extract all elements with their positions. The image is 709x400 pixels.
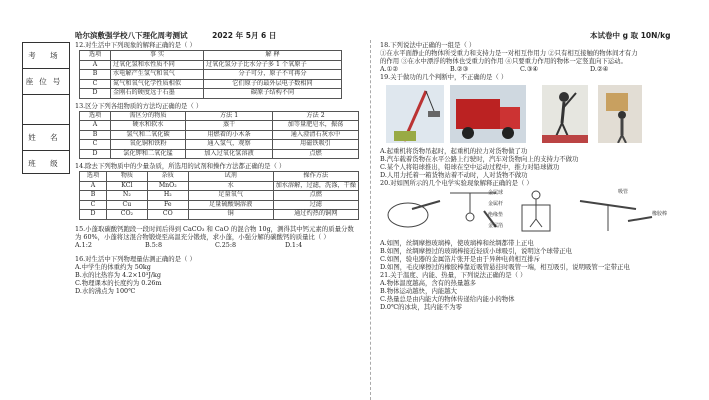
cell: 过氧化氢分子比水分子多 1 个氧原子 <box>204 60 342 70</box>
q18-option-a: A.①② <box>380 65 399 73</box>
stub-class: 班 级 <box>28 158 64 168</box>
q12-table <box>79 50 342 99</box>
rubbing-figure <box>382 191 442 233</box>
cell: 水电解产生氢气和氧气 <box>111 70 204 80</box>
cell: 蒸干 <box>186 121 273 131</box>
cell: KCl <box>106 181 147 191</box>
cell: Cu <box>106 200 147 210</box>
cell: B <box>80 130 111 140</box>
cell: N₂ <box>106 191 147 201</box>
cell: 硬水和软水 <box>111 121 186 131</box>
th: 选项 <box>80 51 111 61</box>
q20-option-d: D.如图，毛皮摩擦过的橡胶棒靠近吸管悬挂时吸管一端，相互吸引，说明吸管一定带正电 <box>380 263 630 271</box>
q15-option-d: D.1:4 <box>285 240 303 249</box>
cell: MnO₂ <box>147 181 188 191</box>
q18-option-d: D.②④ <box>590 65 609 73</box>
q21-option-b: B.物体运动越快，内能越大 <box>380 287 458 295</box>
cell: 足量硫酸铜溶液 <box>188 200 273 210</box>
cell: B <box>80 70 111 80</box>
q19-option-a: A.起重机将货物吊起时，起重机的拉力对货物做了功 <box>380 147 528 155</box>
box-carry-figure <box>598 85 642 143</box>
label-metal-foil: 金属箔 <box>488 223 504 229</box>
cell: D <box>80 149 111 159</box>
q15-option-a: A.1:2 <box>75 240 92 249</box>
cell: 通入澄清石灰水中 <box>273 130 359 140</box>
th: 选项 <box>80 172 107 182</box>
cell: 用燃着的小木条 <box>186 130 273 140</box>
q15-options <box>75 241 365 249</box>
q16-option-b: B.水的比热容为 4.2×10³J/kg <box>75 270 161 279</box>
th: 物质 <box>106 172 147 182</box>
cell: 过滤 <box>273 200 358 210</box>
q15-line2: 为 60%，小蓬将这混合物锻烧至高温充分锻烧，求小蓬，小强分解的碳酸钙的质量比（ ） <box>75 232 330 241</box>
cell: 氯化钾和二氧化锰 <box>111 149 186 159</box>
q21-text: 21.关于温度、内能、热量，下列说法正确的是（ ） <box>380 271 527 279</box>
label-straw: 吸管 <box>618 189 629 195</box>
cell: 足量氧气 <box>188 191 273 201</box>
th: 解 释 <box>204 51 342 61</box>
header-left <box>75 31 298 40</box>
th: 需区分的物质 <box>111 111 186 121</box>
label-insulator: 绝缘垫 <box>488 212 504 218</box>
right-column <box>380 41 705 311</box>
q21-option-d: D.0℃的冰块，其内能不为零 <box>380 303 463 311</box>
q20-option-c: C.如图，验电器的金属箔片张开是由于异种电荷相互排斥 <box>380 255 541 263</box>
label-metal-ball: 金属球 <box>488 190 504 196</box>
q20-option-b: B.如图，丝绸摩擦过的玻璃棒接近轻质小球吸引，说明这个球带正电 <box>380 247 573 255</box>
cell: A <box>80 121 111 131</box>
label-metal-rod: 金属杆 <box>488 201 504 207</box>
cell: 金刚石的硬度远于石墨 <box>111 89 204 99</box>
q20-text: 20.对如图所示的几个电学实验现象解释正确的是（ ） <box>380 179 533 187</box>
q20-figures <box>380 189 705 237</box>
cell: 水 <box>188 181 273 191</box>
q18-text: 18.下列说法中正确的一组是（ ） <box>380 41 476 49</box>
q18-option-b: B.②③ <box>450 65 469 73</box>
cell: 分子可分，原子不可再分 <box>204 70 342 80</box>
cell: 点燃 <box>273 149 359 159</box>
q14-text: 14.除去下列物质中的少量杂质，所选用的试剂和操作方法都正确的是（ ） <box>75 162 286 170</box>
cell: 氧化铜和铁粉 <box>111 140 186 150</box>
cell: 铜 <box>188 210 273 220</box>
gravity-note: 本试卷中 g 取 10N/kg <box>590 31 671 40</box>
q16-option-d: D.水的沸点为 100℃ <box>75 286 136 295</box>
q18-line2: 的作用 ③在水中漂浮的物体也受重力的作用 ④只要重力作用的物体一定竖直向下运动。 <box>380 57 627 65</box>
q19-option-d: D.人用力托着一箱货物站着不动时，人对货物不做功 <box>380 171 528 179</box>
q21-option-c: C.热量总是由内能大的物体传递给内能小的物体 <box>380 295 515 303</box>
q16-option-c: C.物理课本的长度约为 0.26m <box>75 278 162 287</box>
q18-line1: ①在水平面静止的物体所受重力和支持力是一对相互作用力 ②只有相互接触的物体间才有力 <box>380 49 638 57</box>
th: 操作方法 <box>273 172 358 182</box>
q19-text: 19.关于做功的几个判断中，不正确的是（ ） <box>380 73 508 81</box>
truck-figure <box>450 85 526 143</box>
cell: H₂ <box>147 191 188 201</box>
cell: 过氧化氢和水性质不同 <box>111 60 204 70</box>
q18-option-c: C.③④ <box>520 65 539 73</box>
cell: B <box>80 191 107 201</box>
stub-seat: 座位号 <box>23 69 69 95</box>
stub-blank <box>23 95 69 125</box>
th: 事 实 <box>111 51 204 61</box>
crane-figure <box>386 85 444 143</box>
exam-date: 2022 年 5月 6 日 <box>212 31 277 40</box>
stub-exam-room: 考 场 <box>23 43 69 69</box>
cell: 点燃 <box>273 191 358 201</box>
cell: 加等量肥皂水，振荡 <box>273 121 359 131</box>
student-info-box <box>22 42 70 174</box>
q21-option-a: A.物体温度越高，含有的热量越多 <box>380 279 477 287</box>
cell: 用磁铁吸引 <box>273 140 359 150</box>
stub-name: 姓 名 <box>23 125 69 151</box>
electroscope-figure <box>506 189 566 235</box>
cell: C <box>80 140 111 150</box>
q15-line1: 15.小蓬取碳酸钙跑段一段时间后得到 CaCO₃ 和 CaO 的混合物 10g，测得其中钙元素的质量分数 <box>75 224 354 233</box>
cell: 氢气和二氧化碳 <box>111 130 186 140</box>
cell: 它们原子的最外层电子数相同 <box>204 79 342 89</box>
left-column <box>75 41 365 295</box>
q19-figures <box>380 83 705 145</box>
cell: 碳原子结构不同 <box>204 89 342 99</box>
cell: 通过灼热的铜网 <box>273 210 358 220</box>
th: 方法 2 <box>273 111 359 121</box>
cell: A <box>80 181 107 191</box>
cell: D <box>80 89 111 99</box>
q12-text: 12.对生活中下列现象的解释正确的是（ ） <box>75 41 196 49</box>
q13-table <box>79 111 359 160</box>
cell: 加入过氧化氢溶液 <box>186 149 273 159</box>
cell: C <box>80 200 107 210</box>
cell: A <box>80 60 111 70</box>
cell: 氮气和氧气化学性质相似 <box>111 79 204 89</box>
q20-option-a: A.如图，丝绸摩擦玻璃棒，使玻璃棒和丝绸都带上正电 <box>380 239 534 247</box>
th: 试剂 <box>188 172 273 182</box>
cell: 通入氢气，观察 <box>186 140 273 150</box>
q15-option-b: B.5:8 <box>145 240 163 249</box>
q15-option-c: C.25:8 <box>215 240 237 249</box>
cell: Fe <box>147 200 188 210</box>
cell: C <box>80 79 111 89</box>
cell: 加水溶解，过滤，洗涤，干燥 <box>273 181 358 191</box>
shot-put-figure <box>542 85 588 143</box>
q14-table <box>79 171 359 220</box>
cell: D <box>80 210 107 220</box>
q13-text: 13.区分下列各组物质的方法均正确的是（ ） <box>75 101 203 110</box>
cell: CO <box>147 210 188 220</box>
q19-option-b: B.汽车载着货物在水平公路上行驶时，汽车对货物向上的支持力不做功 <box>380 155 579 163</box>
th: 选项 <box>80 111 111 121</box>
school-title: 哈尔滨敷强学校八下理化周考测试 <box>75 31 188 40</box>
label-rubber-rod: 橡胶棒 <box>652 211 668 217</box>
th: 杂质 <box>147 172 188 182</box>
th: 方法 1 <box>186 111 273 121</box>
column-divider <box>370 40 371 400</box>
cell: CO₂ <box>106 210 147 220</box>
q18-options <box>380 65 705 73</box>
q16-option-a: A.中学生的体重约为 50kg <box>75 262 151 271</box>
q16-text: 16.对生活中下列物理量估测正确的是（ ） <box>75 254 196 263</box>
q19-option-c: C.某个人将铅球推出，铅球在空中运动过程中，推力对铅球做功 <box>380 163 560 171</box>
straw-figure <box>576 191 656 233</box>
